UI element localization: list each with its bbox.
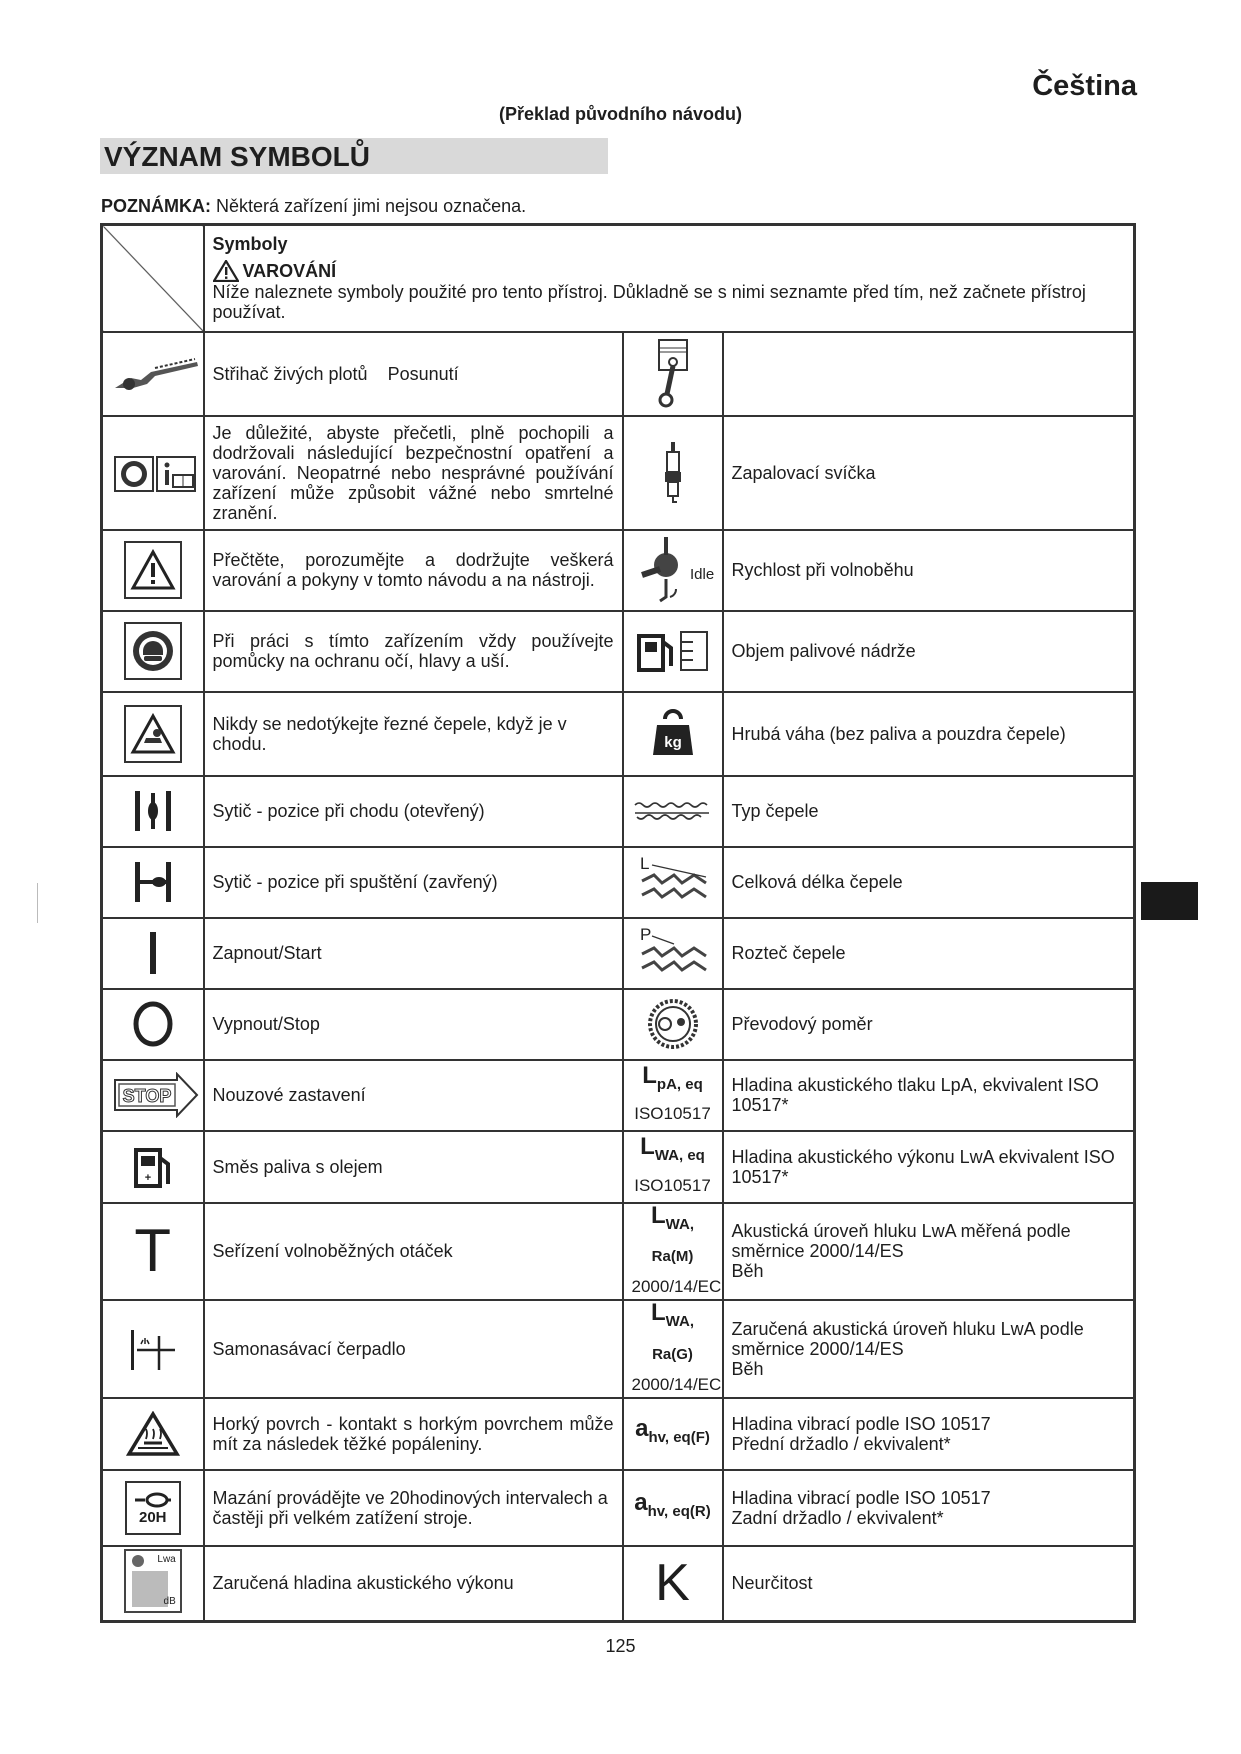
- fuel-tank-icon: [623, 611, 723, 692]
- switch-on-icon: [102, 918, 204, 989]
- sound-power-emblem: [132, 1555, 144, 1567]
- row-text: Mazání provádějte ve 20hodinových intervalech a častěji při velkém zatížení stroje.: [204, 1470, 623, 1546]
- row-text-right: Typ čepele: [723, 776, 1135, 847]
- lubrication-icon: [125, 1481, 181, 1535]
- row-text-right: [723, 332, 1135, 416]
- hedge-trimmer-icon: [102, 332, 204, 416]
- row-text-right: Akustická úroveň hluku LwA měřená podle směrnice 2000/14/ES Běh: [723, 1203, 1135, 1301]
- row-text-right: Objem palivové nádrže: [723, 611, 1135, 692]
- margin-line: [37, 883, 38, 923]
- idle-speed-icon: [623, 530, 723, 611]
- table-row: [102, 1060, 1135, 1131]
- lubrication-interval-label: 20H: [138, 1508, 167, 1526]
- table-row: [102, 1398, 1135, 1470]
- row-text-right: Převodový poměr: [723, 989, 1135, 1060]
- svg-text:+: +: [144, 1171, 151, 1184]
- table-row: [102, 332, 1135, 416]
- note-text: Některá zařízení jimi nejsou označena.: [211, 196, 527, 216]
- note-label: POZNÁMKA:: [101, 196, 211, 216]
- table-row: [102, 530, 1135, 611]
- row-text-right: Hladina vibrací podle ISO 10517 Přední držadlo / ekvivalent*: [723, 1398, 1135, 1470]
- document-subtitle: (Překlad původního návodu): [498, 104, 742, 124]
- row-text-right: Neurčitost: [723, 1546, 1135, 1622]
- piston-icon: [623, 332, 723, 416]
- blade-length-label: L: [639, 854, 649, 873]
- sound-pressure-formula: $L_{pA, eq}$ ISO10517: [634, 1061, 711, 1124]
- table-row: [102, 1203, 1135, 1301]
- vibration-rear-formula: $a_{hv, eq(R)}$: [634, 1489, 711, 1521]
- page-number: 125: [605, 1636, 636, 1656]
- row-text-right: Zaručená akustická úroveň hluku LwA podle směrnice 2000/14/ES Běh: [723, 1300, 1135, 1398]
- measured-noise-formula: $L_{WA, Ra(M)}$ 2000/14/EC: [631, 1201, 722, 1297]
- idle-label: Idle: [689, 566, 714, 583]
- table-row: [102, 847, 1135, 918]
- section-tab-marker: [1141, 882, 1198, 920]
- row-text: Zaručená hladina akustického výkonu: [204, 1546, 623, 1622]
- row-text: Vypnout/Stop: [204, 989, 623, 1060]
- row-text-right: Hladina akustického výkonu LwA ekvivalent ISO 10517*: [723, 1131, 1135, 1203]
- row-text: Horký povrch - kontakt s horkým povrchem může mít za následek těžké popáleniny.: [204, 1398, 623, 1470]
- blade-length-icon: [623, 847, 723, 918]
- header-text-cell: [204, 225, 1135, 332]
- note: [101, 196, 526, 217]
- row-text: Seřízení volnoběžných otáček: [204, 1203, 623, 1301]
- warning-label: VAROVÁNÍ: [242, 261, 337, 282]
- warning-heading: [213, 260, 1126, 282]
- choke-closed-icon: [102, 847, 204, 918]
- emergency-stop-icon: [102, 1060, 204, 1131]
- weight-label: kg: [663, 733, 682, 751]
- table-row: [102, 611, 1135, 692]
- row-text: Samonasávací čerpadlo: [204, 1300, 623, 1398]
- row-text-right: Rozteč čepele: [723, 918, 1135, 989]
- row-text: Při práci s tímto zařízením vždy používejte pomůcky na ochranu očí, hlavy a uší.: [204, 611, 623, 692]
- sound-power-unit-label: dB: [163, 1596, 176, 1608]
- table-row: [102, 1470, 1135, 1546]
- table-row: [102, 776, 1135, 847]
- warning-triangle-icon: [124, 541, 182, 599]
- table-row: [102, 1131, 1135, 1203]
- blade-pitch-icon: [623, 918, 723, 989]
- row-text: Přečtěte, porozumějte a dodržujte veškerá varování a pokyny v tomto návodu a na nástroji.: [204, 530, 623, 611]
- row-text: Střihač živých plotů Posunutí: [204, 332, 623, 416]
- table-row: [102, 918, 1135, 989]
- switch-off-icon: [102, 989, 204, 1060]
- row-text-right: Hladina vibrací podle ISO 10517 Zadní držadlo / ekvivalent*: [723, 1470, 1135, 1546]
- row-text: Zapnout/Start: [204, 918, 623, 989]
- language-label: Čeština: [1032, 70, 1137, 102]
- header-diagonal-cell: [102, 225, 204, 332]
- page-title: VÝZNAM SYMBOLŮ: [100, 138, 608, 174]
- primer-pump-icon: [102, 1300, 204, 1398]
- protective-gear-icon: [124, 622, 182, 680]
- row-text-right: Hrubá váha (bez paliva a pouzdra čepele): [723, 692, 1135, 776]
- sound-power-top-label: Lwa: [157, 1554, 176, 1566]
- table-header-row: [102, 225, 1135, 332]
- symbols-table: [100, 223, 1136, 1623]
- blade-warning-icon: [124, 705, 182, 763]
- warning-triangle-small-icon: [213, 260, 239, 282]
- idle-adjust-letter: T: [134, 1217, 172, 1285]
- warning-text: Níže naleznete symboly použité pro tento přístroj. Důkladně se s nimi seznamte před tím, než začnete přístroj používat.: [212, 282, 1086, 323]
- guaranteed-noise-formula: $L_{WA, Ra(G)}$ 2000/14/EC: [631, 1299, 722, 1394]
- idle-adjust-icon: [102, 1203, 204, 1301]
- gear-ratio-icon: [623, 989, 723, 1060]
- table-row: [102, 989, 1135, 1060]
- sound-power-value-box: [132, 1571, 168, 1607]
- blade-pitch-label: P: [639, 925, 651, 944]
- sound-power-icon: [124, 1549, 182, 1613]
- row-text: Je důležité, abyste přečetli, plně pochopili a dodržovali následující bezpečnostní opatření a varování. Neopatrné nebo nesprávné používání zařízení může způsobit vážné nebo smrtelné zranění.: [204, 416, 623, 530]
- row-text-right: Zapalovací svíčka: [723, 416, 1135, 530]
- symbols-heading: Symboly: [212, 234, 288, 255]
- hot-surface-icon: [102, 1398, 204, 1470]
- table-row: [102, 692, 1135, 776]
- stop-label: STOP: [122, 1086, 172, 1106]
- sound-power-formula: $L_{WA, eq}$ ISO10517: [634, 1133, 711, 1195]
- uncertainty-symbol: K: [655, 1554, 690, 1613]
- row-text-right: Rychlost při volnoběhu: [723, 530, 1135, 611]
- spark-plug-icon: [623, 416, 723, 530]
- vibration-front-formula: $a_{hv, eq(F)}$: [635, 1415, 710, 1447]
- blade-type-icon: [623, 776, 723, 847]
- row-text-right: Hladina akustického tlaku LpA, ekvivalent ISO 10517*: [723, 1060, 1135, 1131]
- row-text: Směs paliva s olejem: [204, 1131, 623, 1203]
- weight-icon: [623, 692, 723, 776]
- table-row: [102, 1546, 1135, 1622]
- row-text: Nouzové zastavení: [204, 1060, 623, 1131]
- choke-open-icon: [102, 776, 204, 847]
- fuel-oil-mix-icon: [102, 1131, 204, 1203]
- table-row: [102, 1300, 1135, 1398]
- row-text-right: Celková délka čepele: [723, 847, 1135, 918]
- row-text: Nikdy se nedotýkejte řezné čepele, když je v chodu.: [204, 692, 623, 776]
- row-text: Sytič - pozice při spuštění (zavřený): [204, 847, 623, 918]
- row-text: Sytič - pozice při chodu (otevřený): [204, 776, 623, 847]
- table-row: [102, 416, 1135, 530]
- read-manual-icon: [102, 416, 204, 530]
